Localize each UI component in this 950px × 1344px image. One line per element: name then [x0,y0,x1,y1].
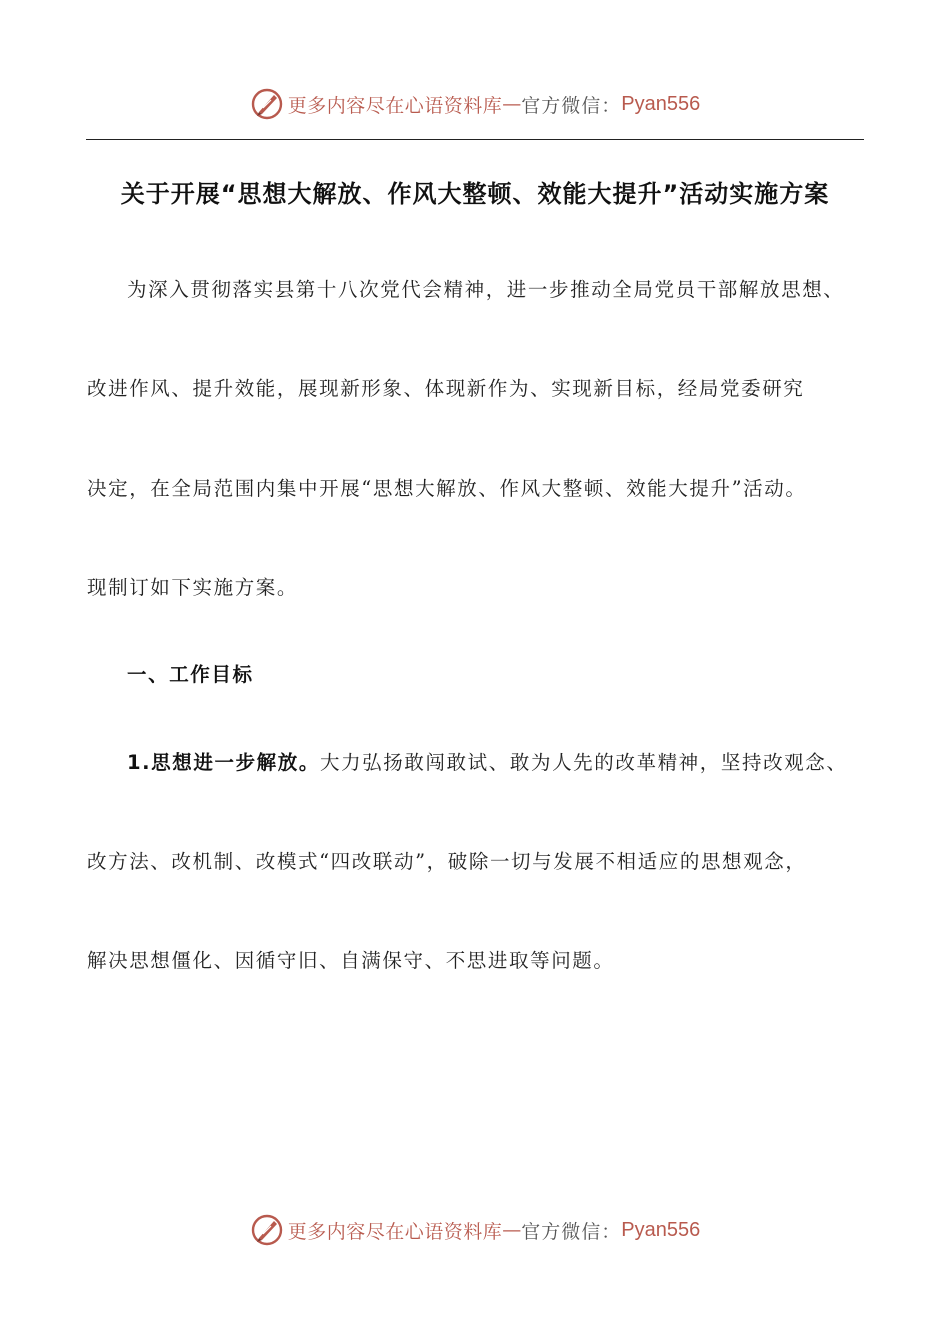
watermark-brand: 更多内容尽在心语资料库 [287,1220,503,1243]
item1-line-1 [127,747,848,775]
intro-line-4: 现制订如下实施方案。 [87,576,299,599]
watermark-wechat-id: Pyan556 [621,92,701,115]
item1-line-2: 改方法、改机制、改模式“四改联动”，破除一切与发展不相适应的思想观念， [87,850,807,873]
watermark-wechat-id: Pyan556 [621,1218,701,1241]
watermark-official: 官方微信： [521,94,622,117]
watermark-brand: 更多内容尽在心语资料库 [287,94,503,117]
intro-line-2: 改进作风、提升效能，展现新形象、体现新作为、实现新目标，经局党委研究 [87,377,805,400]
item1-line-3: 解决思想僵化、因循守旧、自满保守、不思进取等问题。 [87,949,615,972]
watermark-official: 官方微信： [521,1220,622,1243]
quill-logo-icon [250,87,284,121]
document-title: 关于开展“思想大解放、作风大整顿、效能大提升”活动实施方案 [120,180,830,208]
item1-text: 大力弘扬敢闯敢试、敢为人先的改革精神，坚持改观念、 [319,751,848,774]
intro-line-3: 决定，在全局范围内集中开展“思想大解放、作风大整顿、效能大提升”活动。 [87,477,807,500]
section-heading-goals: 一、工作目标 [127,663,254,686]
watermark-dash: — [502,93,522,115]
header-divider [86,139,864,140]
watermark-dash: — [502,1219,522,1241]
item1-lead: 1.思想进一步解放。 [127,751,320,774]
quill-logo-icon [250,1213,284,1247]
intro-line-1: 为深入贯彻落实县第十八次党代会精神，进一步推动全局党员干部解放思想、 [127,278,845,301]
footer-watermark [0,1208,950,1252]
header-watermark [0,82,950,126]
